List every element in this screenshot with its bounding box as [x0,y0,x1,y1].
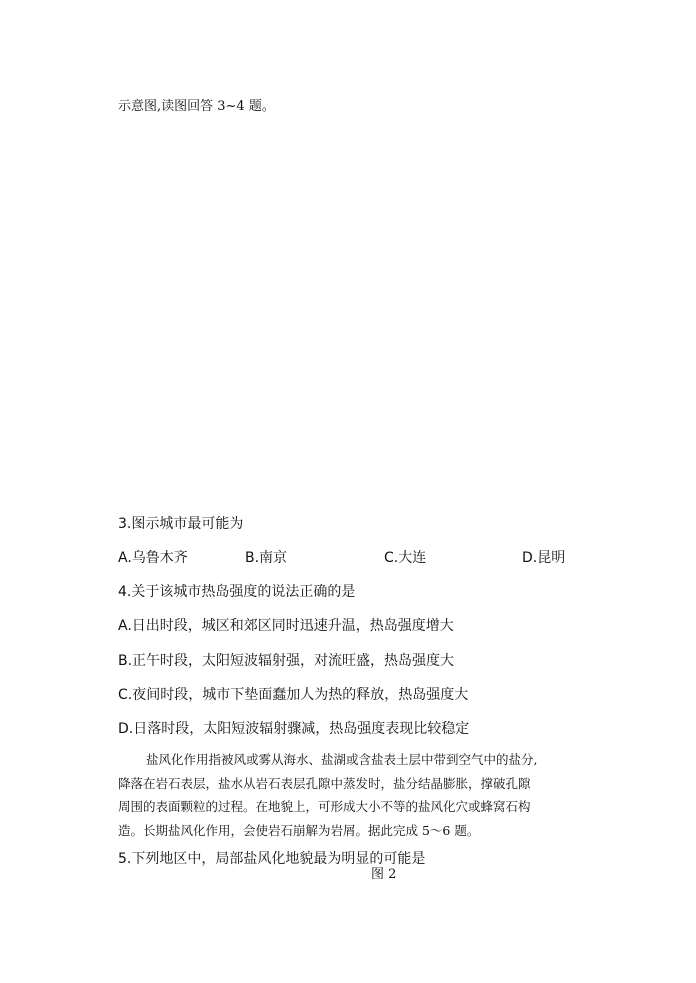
q3-option-a: A.乌鲁木齐 [118,550,188,566]
q3-option-b: B.南京 [245,550,288,566]
question-5-stem: 5.下列地区中，局部盐风化地貌最为明显的可能是 [118,851,426,867]
intro-text: 示意图,读图回答 3~4 题。 [118,99,275,114]
question-3-stem: 3.图示城市最可能为 [118,516,244,532]
passage-line: 造。长期盐风化作用，会使岩石崩解为岩屑。据此完成 5〜6 题。 [118,822,480,838]
q4-option-c: C.夜间时段，城市下垫面蠢加人为热的释放，热岛强度大 [118,687,469,703]
q3-option-c: C.大连 [384,550,427,566]
q4-option-a: A.日出时段，城区和郊区同时迅速升温，热岛强度增大 [118,618,454,634]
q4-option-b: B.正午时段，太阳短波辐射强，对流旺盛，热岛强度大 [118,653,455,669]
passage-line: 周围的表面颗粒的过程。在地貌上，可形成大小不等的盐风化穴或蜂窝石构 [118,799,531,814]
passage-line: 盐风化作用指被风或雾从海水、盐湖或含盐表土层中带到空气中的盐分, [146,752,538,767]
q4-option-d: D.日落时段，太阳短波辐射骤减，热岛强度表现比较稳定 [118,721,470,737]
question-4-stem: 4.关于该城市热岛强度的说法正确的是 [118,584,356,600]
q3-option-d: D.昆明 [522,550,566,566]
passage-line: 降落在岩石表层，盐水从岩石表层孔隙中蒸发时，盐分结晶膨胀，撑破孔隙 [118,775,531,791]
passage-salt-weathering [118,748,584,842]
figure-caption: 图 2 [371,867,397,882]
